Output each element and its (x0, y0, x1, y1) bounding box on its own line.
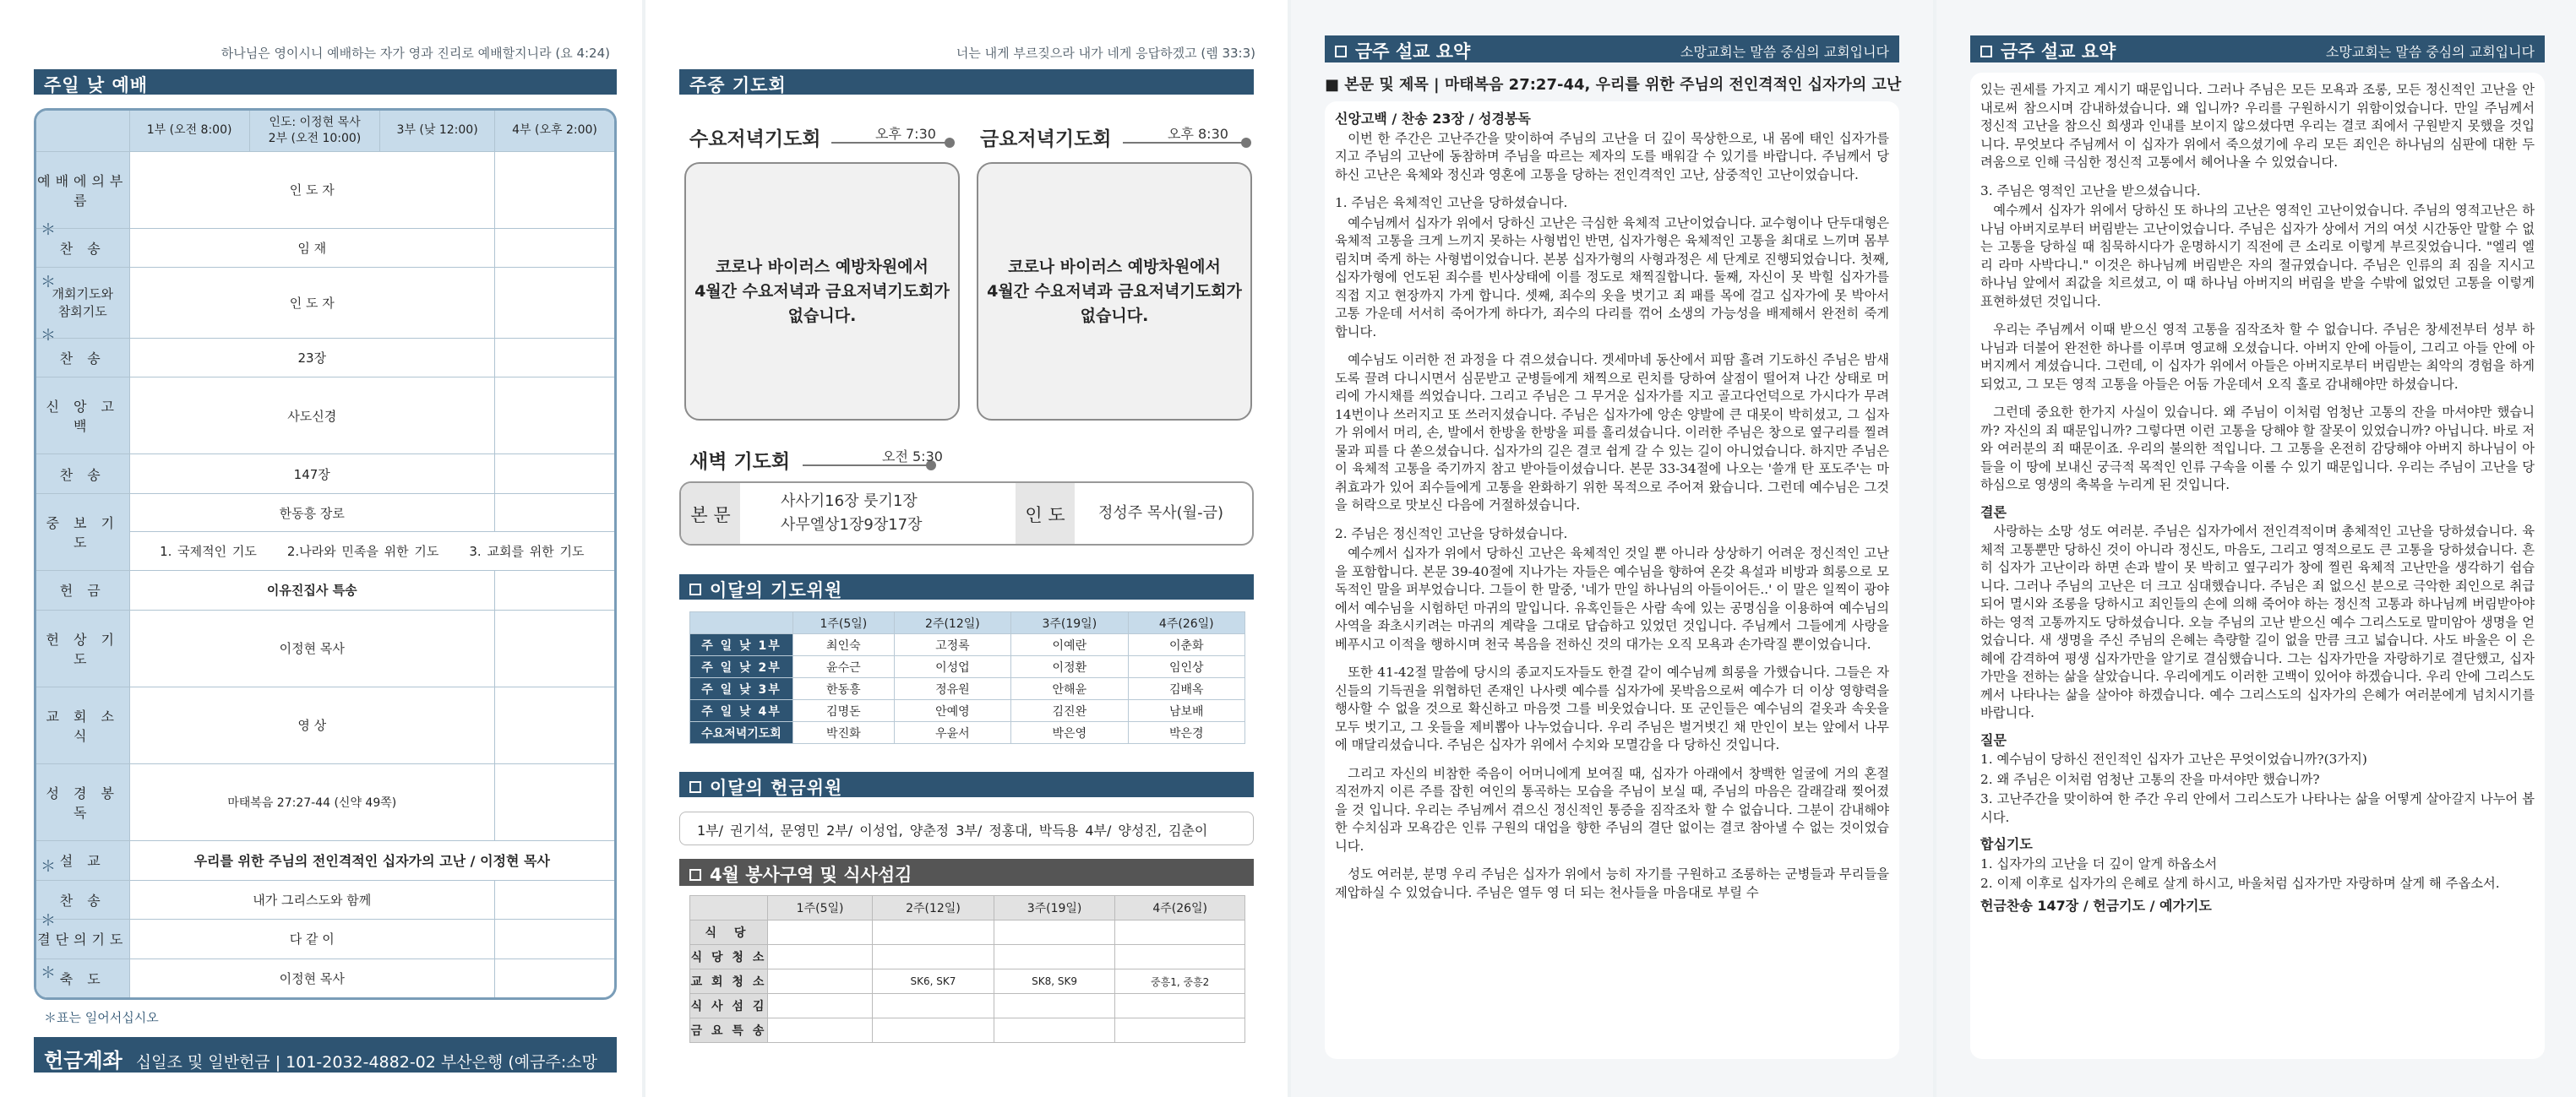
cell (768, 994, 873, 1018)
cell: 한동흥 (793, 678, 895, 700)
standing-marker: ＊ (41, 274, 56, 291)
paragraph: 예수님도 이러한 전 과정을 다 겪으셨습니다. 겟세마네 동산에서 피땀 흘려 기도하신 주님은 밤새도록 끌려 다니시면서 심문받고 군병들에게 채찍으로 린치를 당하여 살점이 떨어져 나간 상태로 머리에 가시채를 씌었습니다. 그리고 주님은 그 무거운 십자가를 지고 골고다언덕으로 가시다가 무려 14번이나 쓰러지고 또 쓰러지셨습니다. 주님은 십자가에 앙손 양발에 큰 대못이 박히셨고, 그 십자가 위에서 머리, 손, 발에서 한방울 한방울 피를 흘리셨습니다. 이러한 주님은 창으로 옆구리를 찔려 물과 피를 다 쏟으셨습니다. 십자가의 길은 결코 쉽게 갈 수 있는 길이 아니었습니다. 하지만 주님은 이 육체적 고통을 죽기까지 참고 받아들이셨습니다. 본문 33-34절에 나오는 '쓸개 탄 포도주'는 마취효과가 있어 죄수들에게 고통을 완화하기 위한 목적으로 주어져 왔습니다. 그런데 예수님은 그것을 허락으로 맛보신 다음에 거절하셨습니다. (1335, 352, 1889, 513)
paragraph: 예수께서 십자가 위에서 당하신 또 하나의 고난은 영적인 고난이었습니다. 주님의 영적고난은 하나님 아버지로부터 버림받는 고난이었습니다. 주님은 십자가 상에서 거의 여섯 시간동안 말할 수 없는 고통을 당하실 때 침묵하시다가 운명하시기 직전에 큰 소리로 이렇게 부르짖었습니다. "엘리 엘리 라마 사박다니." 이것은 하나님께 버림받은 자의 절규였습니다. 주님은 인류의 죄 짐을 지시고 하나님 앞에서 죄값을 치르셨고, 이 때 하나님 아버지의 버림을 받을 수밖에 없었던 고통을 이렇게 표현하셨던 것입니다. (1980, 203, 2535, 309)
section-title-bar (34, 69, 617, 95)
sermon-body (1325, 101, 1899, 1059)
row-label: 헌 상 기 도 (36, 610, 129, 687)
row-value: 사도신경 (129, 377, 494, 454)
row-value: 이유진집사 특송 (129, 571, 494, 611)
column-header: 1주(5일) (768, 896, 873, 921)
table-row (36, 493, 614, 532)
table-row (690, 722, 1245, 744)
row-label: 수요저녁기도회 (690, 722, 793, 744)
column-header: 1부 (오전 8:00) (129, 111, 249, 151)
row-label: 식 당 (690, 921, 768, 945)
row-value: 인 도 자 (129, 268, 494, 338)
section-title-bar (679, 69, 1254, 95)
sermon-summary-page-1 (1291, 0, 1933, 1097)
cell (768, 921, 873, 945)
table-row (36, 920, 614, 959)
table-row (36, 880, 614, 920)
service-area-table (689, 895, 1245, 1043)
table-row (690, 969, 1245, 994)
cell (1115, 1018, 1245, 1043)
cell: 이정환 (1011, 656, 1128, 678)
cell: 안예영 (894, 700, 1010, 722)
cell: 중흥1, 중흥2 (1115, 969, 1245, 994)
cell: 김명돈 (793, 700, 895, 722)
paragraph: 이번 한 주간은 고난주간을 맞이하여 주님의 고난을 더 깊이 묵상한으로, 내 몸에 태인 십자가를 지고 주님의 고난에 동참하며 주님을 따르는 제자의 도를 배워갈 수 있기를 바랍니다. 주님께서 당하신 고난은 육체와 정신과 영혼에 고통을 당하는 전인격적인 고난, 삼중적인 고난이었습니다. (1335, 130, 1889, 182)
cell (994, 994, 1115, 1018)
paragraph: 예수님께서 십자가 위에서 당하신 고난은 극심한 육체적 고난이었습니다. 교수형이나 단두대형은 육체적 고통을 크게 느끼지 못하는 사형법인 반면, 십자가형은 육체적인 고통을 최대로 느끼며 몸부림치며 죽게 하는 사형법이었습니다. 본봉 십자가형의 사형과정은 세 단계로 진행되었습니다. 첫째, 십자가형에 언도된 죄수를 빈사상태에 이를 정도로 채찍질합니다. 둘째, 자신이 못 박힐 십자가를 직접 지고 현장까지 가게 합니다. 셋째, 죄수의 옷을 벗기고 죄 패를 목에 걸고 십자가에 못 박아서 고통 가운데 서서히 죽어가게 하다가, 죄수의 다리를 꺾어 소생의 가능성을 배제해서 완전히 죽게 합니다. (1335, 215, 1889, 339)
table-row (36, 228, 614, 268)
row-value: 마태복음 27:27-44 (신약 49쪽) (129, 763, 494, 840)
square-icon (689, 584, 701, 595)
row-label: 찬 송 (36, 880, 129, 920)
questions-heading: 질문 (1980, 731, 2007, 748)
section-title: 이달의 기도위원 (710, 580, 843, 600)
scripture-text: 사사기16장 룻기1장 사무엘상1장9장17장 (781, 492, 923, 534)
account-bar (34, 1037, 617, 1095)
column-header: 3주(19일) (1011, 612, 1128, 634)
table-row (36, 268, 614, 338)
table-row (36, 687, 614, 763)
cell (1115, 921, 1245, 945)
row-label: 성 경 봉 독 (36, 763, 129, 840)
row-label: 주 일 낮 2부 (690, 656, 793, 678)
table-header-row (690, 612, 1245, 634)
cell (1115, 994, 1245, 1018)
row-label: 예배에의부름 (36, 151, 129, 228)
square-icon (1980, 46, 1992, 57)
cell: 박진화 (793, 722, 895, 744)
section-title: 주일 낮 예배 (44, 75, 149, 95)
square-icon (689, 781, 701, 793)
prayer-item: 2. 이제 이후로 십자가의 은혜로 살게 하시고, 바울처럼 십자가만 자랑하며 살게 해 주옵소서. (1980, 876, 2500, 891)
offering-committee-bar (679, 772, 1254, 797)
table-row (690, 700, 1245, 722)
table-row (690, 634, 1245, 656)
page-quote: 하나님은 영이시니 예배하는 자가 영과 진리로 예배할지니라 (요 4:24) (221, 46, 610, 61)
cell: 이춘화 (1128, 634, 1244, 656)
row-value: 우리를 위한 주님의 전인격적인 십자가의 고난 / 이정현 목사 (129, 841, 614, 881)
cell (994, 921, 1115, 945)
row-value: 인 도 자 (129, 151, 494, 228)
cell: 윤수근 (793, 656, 895, 678)
section-title: 이달의 헌금위원 (710, 778, 843, 798)
leader-label: 인 도 (1016, 483, 1075, 544)
cell: 남보배 (1128, 700, 1244, 722)
cell: 고정록 (894, 634, 1010, 656)
paragraph: 있는 권세를 가지고 계시기 때문입니다. 그러나 주님은 모든 모욕과 조롱, 모든 정신적인 고난을 안내로써 참으시며 감내하셨습니다. 왜 입니까? 우리를 구원하시기 위함이었습니다. 만일 주님께서 정신적 고난을 참으신 희생과 인내를 보이지 않으셨다면 우리는 결코 죄에서 구원받지 못했을 것입니다. 무엇보다 주님께서 이 십자가 위에서 죽으셨기에 우리 모든 죄인은 하나님의 심판에 대한 두려움으로 인해 극심한 정신적 고통에서 헤어나올 수 있었습니다. (1980, 82, 2535, 170)
dawn-time: 오전 5:30 (882, 448, 943, 464)
cell (873, 994, 994, 1018)
row-value: 다 같 이 (129, 920, 494, 959)
dawn-title: 새벽 기도회 (689, 451, 791, 473)
cell (873, 921, 994, 945)
account-info: 십일조 및 일반헌금 | 101-2032-4882-02 부산은행 (예금주:소망교회) (44, 1053, 597, 1095)
cell: 최인숙 (793, 634, 895, 656)
friday-notice: 코로나 바이러스 예방차원에서 4월간 수요저녁과 금요저녁기도회가 없습니다. (977, 162, 1252, 421)
row-label: 헌 금 (36, 571, 129, 611)
cell: 우윤서 (894, 722, 1010, 744)
row-label: 주 일 낮 3부 (690, 678, 793, 700)
topic: 3. 교회를 위한 기도 (469, 544, 585, 560)
cell: 김배옥 (1128, 678, 1244, 700)
square-icon (689, 869, 701, 881)
intercession-topics (129, 532, 614, 571)
column-header: 인도: 이정현 목사 2부 (오전 10:00) (249, 111, 380, 151)
column-header: 2주(12일) (894, 612, 1010, 634)
table-row (690, 945, 1245, 969)
church-motto: 소망교회는 말씀 중심의 교회입니다 (1680, 44, 1889, 60)
cell: 박은경 (1128, 722, 1244, 744)
paragraph: 그런데 중요한 한가지 사실이 있습니다. 왜 주님이 이처럼 엄청난 고통의 잔을 마셔야만 했습니까? 자신의 죄 때문입니까? 그렇다면 이런 고통을 당해야 할 잘못이 있었습니까? 아닙니다. 바로 저와 여러분의 죄 때문이죠. 우리의 불의한 적입니다. 그 고통을 온전히 감당해야 아버지 하나님이 아들을 이 땅에 보내신 궁극적 목적인 인류 구속을 이룰 수 있기 때문입니다. 우리는 주님이 고난을 당하심으로 영생의 축복을 누리게 된 것입니다. (1980, 405, 2535, 492)
prayer-heading: 합심기도 (1980, 836, 2033, 852)
cell: SK6, SK7 (873, 969, 994, 994)
question-item: 1. 예수님이 당하신 전인적인 십자가 고난은 무엇이었습니까?(3가지) (1980, 752, 2367, 767)
conclusion-heading: 결론 (1980, 503, 2007, 520)
column-header: 4부 (오후 2:00) (494, 111, 614, 151)
table-header-row (36, 111, 614, 151)
row-value: 영 상 (129, 687, 494, 763)
table-header-row (690, 896, 1245, 921)
column-header: 3부 (낮 12:00) (380, 111, 495, 151)
row-value: 한동흥 장로 (129, 493, 494, 532)
paragraph: 성도 여러분, 분명 우리 주님은 십자가 위에서 능히 자기를 구원하고 조롱하는 군병들과 무리들을 제압하실 수 있었습니다. 주님은 열두 영 더 되는 천사들을 마음대로 부릴 수 (1335, 866, 1889, 900)
row-label: 식 당 청 소 (690, 945, 768, 969)
sermon-body (1970, 73, 2545, 1059)
cell (873, 945, 994, 969)
paragraph: 우리는 주님께서 이때 받으신 영적 고통을 짐작조차 할 수 없습니다. 주님은 창세전부터 성부 하나님과 더불어 완전한 하나를 이루며 영교해 오셨습니다. 아버지 안에 아들이, 그리고 아들 안에 아버지께서 계셨습니다. 그런데, 이 십자가 위에서 아들은 아버지로부터 버림받는 최악의 경험을 하게 되었고, 그 모든 영적 고통을 아들은 어둠 가운데서 오직 홀로 감내해야만 하셨습니다. (1980, 322, 2535, 392)
standing-marker: ＊ (41, 912, 56, 930)
standing-marker: ＊ (41, 327, 56, 345)
sermon-summary-page-2 (1936, 0, 2576, 1097)
column-header: 2주(12일) (873, 896, 994, 921)
point-heading: 2. 주님은 정신적인 고난을 당하셨습니다. (1335, 525, 1568, 541)
standing-marker: ＊ (41, 221, 56, 239)
cell (994, 945, 1115, 969)
standing-note: ＊표는 일어서십시오 (44, 1010, 159, 1025)
page-quote: 너는 내게 부르짖으라 내가 네게 응답하겠고 (렘 33:3) (956, 46, 1255, 61)
standing-marker: ＊ (41, 858, 56, 876)
sermon-title: ■ 본문 및 제목 | 마태복음 27:27-44, 우리를 위한 주님의 전인격적인 십자가의 고난 (1325, 76, 1902, 94)
table-row (690, 1018, 1245, 1043)
row-label: 찬 송 (36, 454, 129, 494)
prayer-meetings-page (645, 0, 1288, 1097)
cell: 이성업 (894, 656, 1010, 678)
column-header: 4주(26일) (1128, 612, 1244, 634)
table-row (36, 454, 614, 494)
order-line: 신앙고백 / 찬송 23장 / 성경봉독 (1335, 111, 1531, 127)
table-row (36, 841, 614, 881)
paragraph: 또한 41-42절 말씀에 당시의 종교지도자들도 한결 같이 예수님께 희롱을 가했습니다. 그들은 자신들의 기득권을 위협하던 존재인 나사렛 예수를 십자가에 못박음으로써 예수가 더 이상 영향력을 행사할 수 없을 것으로 확신하고 마음껏 그를 비웃었습니다. 또 군인들은 예수님의 겉옷과 속옷을 모두 벗기고, 그 옷들을 제비뽑아 나누었습니다. 우리 주님은 벌거벗긴 채 만인이 보는 앞에서 나무에 매달리셨습니다. 주님은 십자가 위에서 수치와 모멸감을 다 당하신 것입니다. (1335, 665, 1889, 752)
row-label: 신 앙 고 백 (36, 377, 129, 454)
cell (768, 1018, 873, 1043)
row-label: 주 일 낮 4부 (690, 700, 793, 722)
point-heading: 3. 주님은 영적인 고난을 받으셨습니다. (1980, 182, 2201, 198)
row-label: 주 일 낮 1부 (690, 634, 793, 656)
table-row (36, 377, 614, 454)
point-heading: 1. 주님은 육체적인 고난을 당하셨습니다. (1335, 195, 1568, 210)
cell: 김진완 (1011, 700, 1128, 722)
table-row (690, 656, 1245, 678)
section-title: 금주 설교 요약 (2001, 41, 2116, 62)
friday-title: 금요저녁기도회 (980, 128, 1112, 150)
wednesday-time: 오후 7:30 (875, 126, 936, 142)
cell: 임인상 (1128, 656, 1244, 678)
row-label: 찬 송 (36, 228, 129, 268)
column-header: 3주(19일) (994, 896, 1115, 921)
topic: 2.나라와 민족을 위한 기도 (286, 544, 439, 560)
row-label: 교 회 소 식 (36, 687, 129, 763)
table-row (36, 571, 614, 611)
prayer-committee-bar (679, 574, 1254, 600)
prayer-item: 1. 십자가의 고난을 더 깊이 알게 하옵소서 (1980, 855, 2218, 872)
row-label: 설 교 (36, 841, 129, 881)
question-item: 2. 왜 주님은 이처럼 엄청난 고통의 잔을 마셔야만 했습니까? (1980, 771, 2320, 787)
friday-time: 오후 8:30 (1168, 126, 1228, 142)
column-header: 1주(5일) (793, 612, 895, 634)
row-value: 147장 (129, 454, 494, 494)
table-row (36, 338, 614, 377)
section-title: 금주 설교 요약 (1355, 41, 1471, 62)
table-row (36, 959, 614, 997)
paragraph: 그리고 자신의 비참한 죽음이 어머니에게 보여질 때, 십자가 아래에서 창백한 얼굴에 거의 혼절 직전까지 이른 주를 잡힌 여인의 통곡하는 모습을 주님이 보실 때, 주님의 마음은 갈래갈래 찢어졌을 것 입니다. 우리는 주님께서 겪으신 정신적인 통증을 짐작조차 할 수 없습니다. 그분이 감내해야 한 수치심과 모욕감은 인류 구원의 대업을 향한 주님의 결단 없이는 결코 참아낼 수 없는 것이었습니다. (1335, 765, 1889, 854)
row-value: 이정현 목사 (129, 610, 494, 687)
standing-marker: ＊ (41, 964, 56, 982)
cell: 안해윤 (1011, 678, 1128, 700)
offering-committee: 1부/ 권기석, 문영민 2부/ 이성업, 양춘정 3부/ 정홍대, 박득용 4부/ 양성진, 김춘이 (679, 812, 1254, 845)
scripture-label: 본 문 (681, 483, 740, 544)
leader-text: 정성주 목사(월-금) (1098, 504, 1223, 522)
row-value: 임 재 (129, 228, 494, 268)
sermon-bar (1325, 35, 1899, 62)
row-label: 축 도 (36, 959, 129, 997)
table-row (36, 151, 614, 228)
closing-line: 헌금찬송 147장 / 헌금기도 / 예가기도 (1980, 897, 2212, 914)
cell (994, 1018, 1115, 1043)
cell: SK8, SK9 (994, 969, 1115, 994)
row-label: 금 요 특 송 (690, 1018, 768, 1043)
sermon-bar (1970, 35, 2545, 62)
row-label: 교 회 청 소 (690, 969, 768, 994)
paragraph: 사랑하는 소망 성도 여러분. 주님은 십자가에서 전인격적이며 총체적인 고난을 당하셨습니다. 육체적 고통뿐만 당하신 것이 아니라 정신도, 마음도, 그리고 영적으로도 큰 고통을 당하셨습니다. 흔히 십자가 고난이라 하면 손과 발이 못 박히고 옆구리가 창에 찔린 육체적 고난만을 생각하기 쉽습니다. 그러나 주님의 고난은 더 크고 심대했습니다. 주님은 죄 없으신 분으로 극악한 죄인으로 취급되어 멸시와 조롱을 당하시고 죄인들의 손에 의해 죽어야 하는 정신적 고통과 하나님께 버림받아야 하는 영적 고통까지도 당하셨습니다. 오늘 주님의 고난 받으신 예수 그리스도로 말미암아 생명을 얻었습니다. 새 생명을 주신 주님의 은혜는 측량할 길이 없을 만큼 크고 넓습니다. 사도 바울은 이 은혜에 감격하여 평생 십자가만을 알기로 결심했습니다. 그는 십자가만을 자랑하기로 결단했고, 십자가만을 전하는 삶을 살았습니다. 우리에게도 이러한 고백이 있어야 하겠습니다. 우리 안에 그리스도께서 나타나는 삶을 살아야 하겠습니다. 예수 그리스도의 십자가의 은혜가 여러분에게 넘치시기를 바랍니다. (1980, 524, 2535, 720)
worship-order-table (34, 108, 617, 1000)
wednesday-notice: 코로나 바이러스 예방차원에서 4월간 수요저녁과 금요저녁기도회가 없습니다. (684, 162, 960, 421)
section-title: 주중 기도회 (689, 75, 787, 95)
table-row (36, 763, 614, 840)
row-value: 이정현 목사 (129, 959, 494, 997)
church-motto: 소망교회는 말씀 중심의 교회입니다 (2325, 44, 2535, 60)
table-row (690, 921, 1245, 945)
column-header: 4주(26일) (1115, 896, 1245, 921)
topic: 1. 국제적인 기도 (160, 544, 257, 560)
prayer-committee-table (689, 611, 1245, 744)
table-row (690, 678, 1245, 700)
dawn-info-box (679, 481, 1254, 546)
table-row (36, 610, 614, 687)
paragraph: 예수께서 십자가 위에서 당하신 고난은 육체적인 것일 뿐 아니라 상상하기 어려운 정신적인 고난을 포함합니다. 본문 39-40절에 지나가는 자들은 예수님을 향하여 온갖 욕설과 비방과 희롱으로 모독적인 말을 퍼부었습니다. 그들이 한 말중, '네가 만일 하나님의 아들이어든..' 이 말은 일찍이 광야에서 예수님을 시험하던 마귀의 말입니다. 유혹인들은 사람 속에 있는 공명심을 이용하여 예수님의 사역을 좌초시키려는 마귀의 계략을 그대로 답습하고 있었던 것입니다. 주님께서 그들에게 사랑을 베푸시고 이적을 행하시며 천국 복음을 전하신 것의 대가는 오직 모욕과 손가락질 뿐이었습니다. (1335, 546, 1889, 652)
service-area-bar (679, 859, 1254, 886)
cell (768, 945, 873, 969)
row-label: 중 보 기 도 (36, 493, 129, 570)
question-item: 3. 고난주간을 맞이하여 한 주간 우리 안에서 그리스도가 나타나는 삶을 어떻게 살아갈지 나누어 봅시다. (1980, 791, 2535, 825)
cell: 정유원 (894, 678, 1010, 700)
row-label: 결단의기도 (36, 920, 129, 959)
row-label: 식 사 섬 김 (690, 994, 768, 1018)
row-value: 23장 (129, 338, 494, 377)
table-row (690, 994, 1245, 1018)
row-label: 찬 송 (36, 338, 129, 377)
cell: 박은영 (1011, 722, 1128, 744)
row-value: 내가 그리스도와 함께 (129, 880, 494, 920)
square-icon (1335, 46, 1347, 57)
worship-order-page (0, 0, 642, 1097)
cell (1115, 945, 1245, 969)
cell (768, 969, 873, 994)
wednesday-title: 수요저녁기도회 (689, 128, 821, 150)
row-label: 개회기도와 참회기도 (36, 268, 129, 338)
section-title: 4월 봉사구역 및 식사섬김 (710, 865, 912, 885)
cell (873, 1018, 994, 1043)
account-label: 헌금계좌 (44, 1049, 123, 1073)
cell: 이예란 (1011, 634, 1128, 656)
